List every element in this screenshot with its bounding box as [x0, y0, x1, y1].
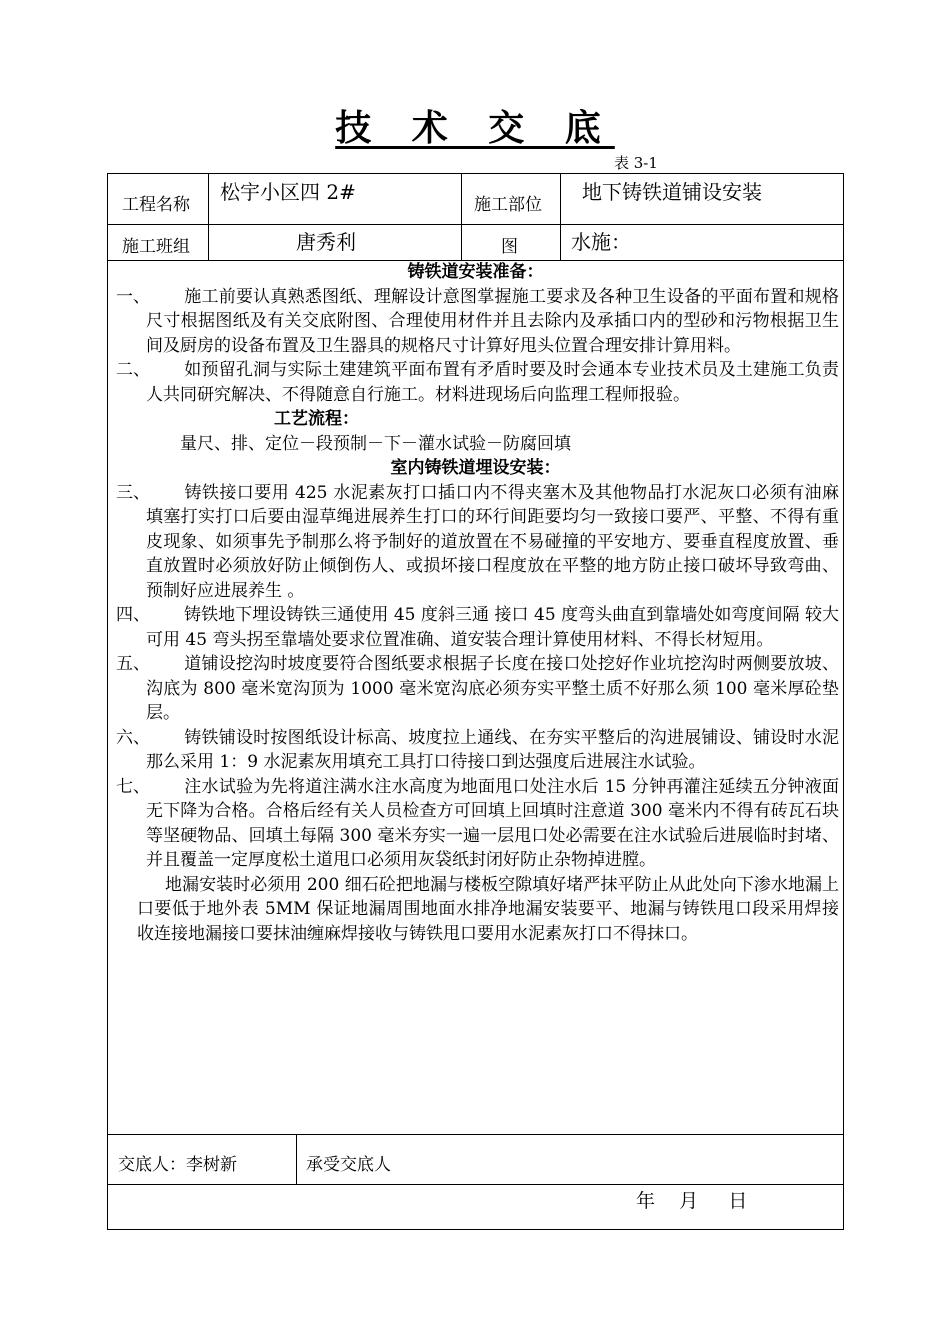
- date-field: 年 月 日: [636, 1190, 748, 1212]
- row-divider: [108, 1184, 843, 1185]
- item-6-text: 铸铁铺设时按图纸设计标高、坡度拉上通线、在夯实平整后的沟进展铺设、铺设时水泥那么采用 1：9 水泥素灰用填充工具打口待接口到达强度后进展注水试验。: [146, 727, 839, 772]
- item-2-text: 如预留孔洞与实际土建建筑平面布置有矛盾时要及时会通本专业技术员及土建施工负责人共同研究解决、不得随意自行施工。材料进现场后向监理工程师报验。: [146, 360, 839, 405]
- column-divider: [560, 174, 561, 260]
- item-5-text: 道铺设挖沟时坡度要符合图纸要求根据子长度在接口处挖好作业坑挖沟时两侧要放坡、沟底为 800 毫米宽沟顶为 1000 毫米宽沟底必须夯实平整土质不好那么须 100 毫米厚砼垫层。: [146, 654, 839, 723]
- document-title: 技 术 交 底: [335, 107, 615, 149]
- project-name-label: 工程名称: [122, 195, 190, 215]
- item-2: [108, 358, 843, 407]
- item-7: [108, 775, 843, 873]
- prep-heading: 铸铁道安装准备：: [407, 262, 544, 282]
- item-4-text: 铸铁地下埋设铸铁三通使用 45 度斜三通 接口 45 度弯头曲直到靠墙处如弯度间隔 较大可用 45 弯头拐至靠墙处要求位置准确、道安装合理计算使用材料、不得长材短用。: [146, 605, 839, 650]
- receiver-label: 承受交底人: [306, 1155, 391, 1175]
- drawing-value: 水施：: [571, 230, 631, 254]
- drawing-label: 图: [501, 237, 518, 257]
- item-4-number: 四、: [116, 605, 150, 625]
- construction-part-value: 地下铸铁道铺设安装: [582, 180, 762, 204]
- discloser-label: 交底人：李树新: [118, 1155, 237, 1175]
- floor-drain-paragraph: 地漏安装时必须用 200 细石砼把地漏与楼板空隙填好堵严抹平防止从此处向下渗水地漏上口要低于地外表 5MM 保证地漏周围地面水排净地漏安装要平、地漏与铸铁甩口段采用焊接收连接地漏接口要抹油缠麻焊接收与铸铁甩口要用水泥素灰打口不得抹口。: [137, 874, 839, 944]
- item-1-number: 一、: [116, 286, 150, 307]
- item-6-number: 六、: [116, 727, 150, 748]
- item-7-number: 七、: [116, 776, 150, 797]
- item-3-text: 铸铁接口要用 425 水泥素灰打口插口内不得夹塞木及其他物品打水泥灰口必须有油麻填塞打实打口后要由湿草绳进展养生打口的环行间距要均匀一致接口要严、平整、不得有重皮现象、如须事先予制那么将予制好的道放置在不易碰撞的平安地方、要垂直程度放置、垂直放置时必须放好防止倾倒伤人、或损坏接口程度放在平整的地方防止接口破坏导致弯曲、预制好应进展养生 。: [146, 482, 839, 601]
- column-divider: [296, 1134, 297, 1184]
- column-divider: [461, 174, 462, 260]
- item-1-text: 施工前要认真熟悉图纸、理解设计意图掌握施工要求及各种卫生设备的平面布置和规格尺寸根据图纸及有关交底附图、合理使用材件并且去除内及承插口内的型砂和污物根据卫生间及厨房的设备布置及卫生器具的规格尺寸计算好甩头位置合理安排计算用料。: [146, 286, 839, 356]
- row-divider: [108, 224, 843, 225]
- item-5: [108, 652, 843, 726]
- construction-part-label: 施工部位: [474, 195, 542, 215]
- item-3-number: 三、: [116, 482, 150, 503]
- column-divider: [208, 174, 209, 260]
- project-name-value: 松宇小区四 2#: [220, 180, 356, 204]
- form-number: 表 3-1: [614, 154, 658, 172]
- item-3: [108, 481, 843, 604]
- item-2-number: 二、: [116, 360, 150, 380]
- item-5-number: 五、: [116, 654, 150, 674]
- indoor-heading: 室内铸铁道埋设安装：: [390, 458, 561, 478]
- process-flow: 量尺、排、定位－段预制－下－灌水试验－防腐回填: [180, 433, 571, 454]
- item-7-text: 注水试验为先将道注满水注水高度为地面甩口处注水后 15 分钟再灌注延续五分钟液面无下降为合格。合格后经有关人员检查方可回填上回填时注意道 300 毫米内不得有砖瓦石块等坚硬物品、回填土每隔 300 毫米夯实一遍一层甩口处必需要在注水试验后进展临时封堵、并且覆盖一定厚度松土道甩口必须用灰袋纸封闭好防止杂物掉进膛。: [146, 776, 839, 870]
- item-4: [108, 603, 843, 652]
- item-6: [108, 726, 843, 775]
- team-value: 唐秀利: [296, 230, 356, 254]
- disclosure-table: [107, 173, 844, 1230]
- process-heading: 工艺流程：: [274, 409, 359, 429]
- team-label: 施工班组: [122, 237, 190, 257]
- disclosure-content: [108, 260, 843, 946]
- row-divider: [108, 1134, 843, 1135]
- item-1: [108, 285, 843, 359]
